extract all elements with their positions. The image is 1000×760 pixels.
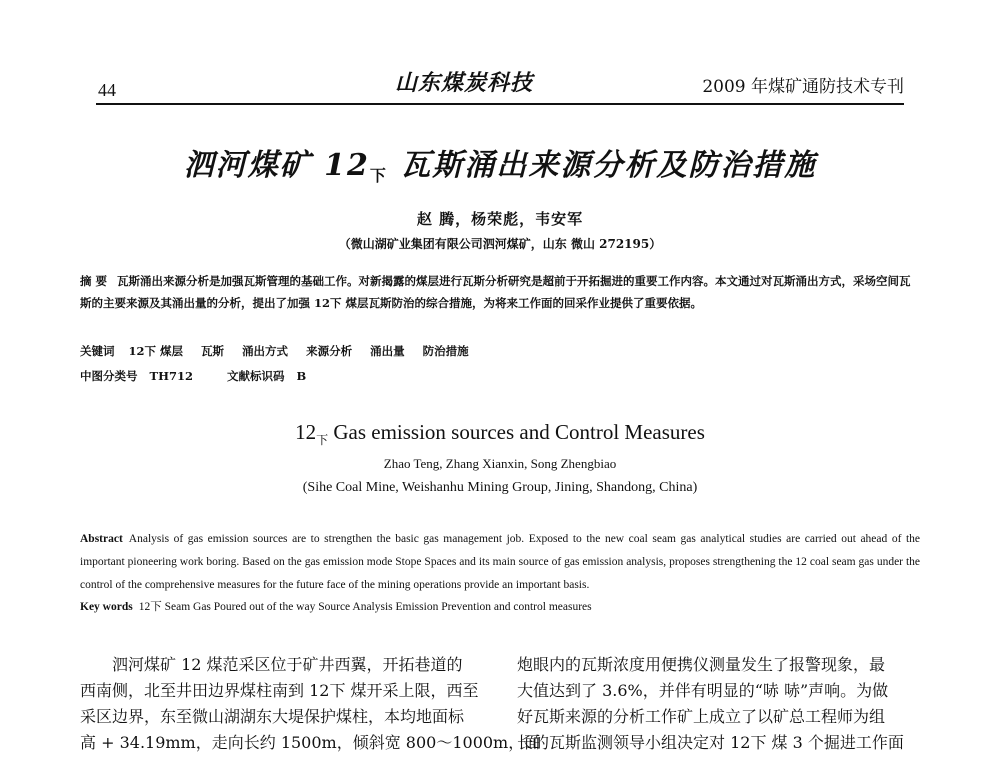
body-line: 西南侧，北至井田边界煤柱南到 12下 煤开采上限，西至 xyxy=(80,681,479,700)
keywords-en xyxy=(80,598,592,614)
body-line: 采区边界，东至微山湖湖东大堤保护煤柱，本均地面标 xyxy=(80,707,465,726)
abstract-cn-text: 瓦斯涌出来源分析是加强瓦斯管理的基础工作。对新揭露的煤层进行瓦斯分析研究是超前于开拓掘进的重要工作内容。本文通过对瓦斯涌出方式，采场空间瓦斯的主要来源及其涌出量的分析，提出了加强 12下 煤层瓦斯防治的综合措施，为将来工作面的回采作业提供了重要依据。 xyxy=(80,274,911,310)
body-line: 好瓦斯来源的分析工作矿上成立了以矿总工程师为组 xyxy=(517,707,886,726)
keyword-item: 涌出方式 xyxy=(242,344,289,358)
abstract-en-text: Analysis of gas emission sources are to strengthen the basic gas management job. Exposed to the new coal seam gas analytical studies are carried out ahead of the important pioneering work boring. Based on the gas emission mode Stope Spaces and its main source of gas emission analysis, proposes strengthening the 12 coal seam gas under the control of the comprehensive measures for the future face of the mining operations provide an important basis. xyxy=(80,533,920,591)
abstract-cn xyxy=(80,270,920,314)
abstract-en-label: Abstract xyxy=(80,533,123,545)
body-line: 炮眼内的瓦斯浓度用便携仪测量发生了报警现象，最 xyxy=(517,655,886,674)
issue-label: 2009 年煤矿通防技术专刊 xyxy=(702,77,904,97)
keyword-item: 防治措施 xyxy=(422,344,469,358)
keywords-en-label: Key words xyxy=(80,601,133,613)
keyword-item: 瓦斯 xyxy=(201,344,225,358)
title-rest: 瓦斯涌出来源分析及防治措施 xyxy=(387,148,817,183)
abstract-cn-label: 摘 要 xyxy=(80,274,108,288)
keyword-item: 12下 煤层 xyxy=(128,344,184,358)
doc-code-label: 文献标识码 xyxy=(226,369,285,383)
affiliation-cn: （微山湖矿业集团有限公司泗河煤矿，山东 微山 272195） xyxy=(338,237,662,251)
keywords-cn-label: 关键词 xyxy=(80,344,115,358)
body-line: 高 + 34.19mm，走向长约 1500m，倾斜宽 800～1000m，面 xyxy=(80,733,541,752)
header-rule xyxy=(96,103,904,105)
english-title-pre: 12 xyxy=(295,420,317,444)
journal-masthead: 山东煤炭科技 xyxy=(395,70,534,96)
abstract-en xyxy=(80,528,920,597)
article-title xyxy=(0,140,1000,186)
classification-line xyxy=(80,368,314,384)
body-line: 泗河煤矿 12 煤范采区位于矿井西翼，开拓巷道的 xyxy=(112,655,463,674)
clc-label: 中图分类号 xyxy=(80,369,138,383)
keyword-item: 涌出量 xyxy=(370,344,405,358)
page-number: 44 xyxy=(98,80,116,100)
keywords-cn xyxy=(80,343,483,359)
english-title-subscript: 下 xyxy=(316,433,329,447)
title-subscript: 下 xyxy=(369,166,388,185)
body-line: 长的瓦斯监测领导小组决定对 12下 煤 3 个掘进工作面 xyxy=(517,733,904,752)
doc-code-value: B xyxy=(296,369,307,383)
clc-value: TH712 xyxy=(149,369,193,383)
body-column-right xyxy=(517,652,937,756)
body-line: 大值达到了 3.6%，并伴有明显的“哧 哧”声响。为做 xyxy=(517,681,889,700)
english-title-rest: Gas emission sources and Control Measures xyxy=(328,420,705,444)
authors-cn: 赵 腾，杨荣彪，韦安军 xyxy=(416,210,584,228)
affiliation-en: (Sihe Coal Mine, Weishanhu Mining Group, Jining, Shandong, China) xyxy=(302,480,698,495)
authors-en: Zhao Teng, Zhang Xianxin, Song Zhengbiao xyxy=(383,456,617,471)
title-main: 泗河煤矿 12 xyxy=(183,148,370,183)
english-title xyxy=(0,420,1000,448)
keyword-item: 来源分析 xyxy=(306,344,353,358)
body-column-left xyxy=(80,652,541,756)
keywords-en-text: 12下 Seam Gas Poured out of the way Source Analysis Emission Prevention and control measures xyxy=(138,601,592,613)
